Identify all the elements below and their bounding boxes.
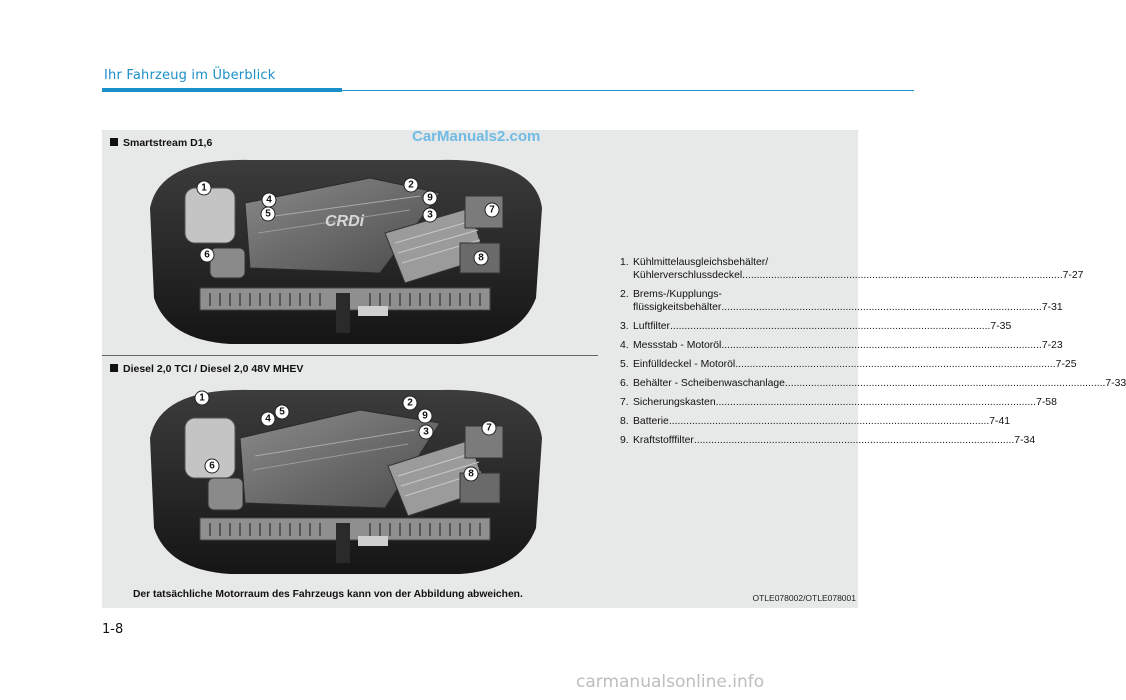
callout-2 bbox=[404, 178, 418, 192]
engine-label-2-text: Diesel 2,0 TCI / Diesel 2,0 48V MHEV bbox=[123, 363, 304, 375]
svg-text:1: 1 bbox=[199, 392, 205, 404]
square-bullet-icon bbox=[110, 364, 118, 372]
callout-4 bbox=[262, 193, 276, 207]
svg-text:6: 6 bbox=[204, 249, 210, 261]
callout-3 bbox=[423, 208, 437, 222]
legend-item-6: 6. Behälter - Scheibenwaschanlage ..... 7-33 bbox=[620, 377, 855, 390]
svg-text:7: 7 bbox=[486, 422, 492, 434]
svg-text:5: 5 bbox=[265, 208, 271, 220]
figure-disclaimer: Der tatsächliche Motorraum des Fahrzeugs kann von der Abbildung abweichen. bbox=[133, 589, 523, 600]
callout-9 bbox=[423, 191, 437, 205]
callout-5 bbox=[261, 207, 275, 221]
square-bullet-icon bbox=[110, 138, 118, 146]
engine-illustration-2 bbox=[140, 378, 550, 578]
page-number: 1-8 bbox=[102, 622, 124, 637]
callout-5 bbox=[275, 405, 289, 419]
legend-item-3: 3. Luftfilter ..... 7-35 bbox=[620, 320, 855, 333]
section-title: Ihr Fahrzeug im Überblick bbox=[104, 68, 276, 83]
callout-9 bbox=[418, 409, 432, 423]
svg-text:2: 2 bbox=[408, 179, 414, 191]
watermark-top[interactable]: CarManuals2.com bbox=[412, 128, 541, 145]
legend-item-5: 5. Einfülldeckel - Motoröl ..... 7-25 bbox=[620, 358, 855, 371]
callout-6 bbox=[200, 248, 214, 262]
callout-8 bbox=[474, 251, 488, 265]
engine-badge: CRDi bbox=[325, 213, 365, 230]
callout-3 bbox=[419, 425, 433, 439]
figure-code: OTLE078002/OTLE078001 bbox=[752, 593, 856, 603]
svg-text:9: 9 bbox=[427, 192, 433, 204]
legend-item-2: 2. Brems-/Kupplungs- flüssigkeitsbehälter ..... 7-31 bbox=[620, 288, 855, 314]
callout-4 bbox=[261, 412, 275, 426]
svg-text:4: 4 bbox=[266, 194, 272, 206]
legend-item-1: 1. Kühlmittelausgleichsbehälter/ Kühlerverschlussdeckel ..... 7-27 bbox=[620, 256, 855, 282]
callout-1 bbox=[197, 181, 211, 195]
title-rule-thin bbox=[342, 90, 914, 91]
svg-text:4: 4 bbox=[265, 413, 271, 425]
svg-text:9: 9 bbox=[422, 410, 428, 422]
svg-text:8: 8 bbox=[468, 468, 474, 480]
svg-text:5: 5 bbox=[279, 406, 285, 418]
svg-text:3: 3 bbox=[427, 209, 433, 221]
footer-watermark[interactable]: carmanualsonline.info bbox=[576, 672, 765, 692]
svg-text:7: 7 bbox=[489, 204, 495, 216]
component-legend bbox=[620, 256, 1126, 453]
svg-text:1: 1 bbox=[201, 182, 207, 194]
svg-text:8: 8 bbox=[478, 252, 484, 264]
svg-text:3: 3 bbox=[423, 426, 429, 438]
title-rule-thick bbox=[102, 88, 342, 92]
legend-item-8: 8. Batterie ..... 7-41 bbox=[620, 415, 855, 428]
callout-2 bbox=[403, 396, 417, 410]
callout-8 bbox=[464, 467, 478, 481]
legend-item-7: 7. Sicherungskasten ..... 7-58 bbox=[620, 396, 855, 409]
svg-text:2: 2 bbox=[407, 397, 413, 409]
callout-7 bbox=[482, 421, 496, 435]
callout-6 bbox=[205, 459, 219, 473]
engine-illustration-1 bbox=[140, 148, 550, 348]
engine-divider bbox=[102, 355, 598, 356]
legend-item-9: 9. Kraftstofffilter ..... 7-34 bbox=[620, 434, 855, 447]
svg-text:6: 6 bbox=[209, 460, 215, 472]
engine-label-2 bbox=[110, 363, 303, 375]
callout-7 bbox=[485, 203, 499, 217]
legend-item-4: 4. Messstab - Motoröl ..... 7-23 bbox=[620, 339, 855, 352]
callout-1 bbox=[195, 391, 209, 405]
engine-label-1-text: Smartstream D1,6 bbox=[123, 137, 213, 149]
